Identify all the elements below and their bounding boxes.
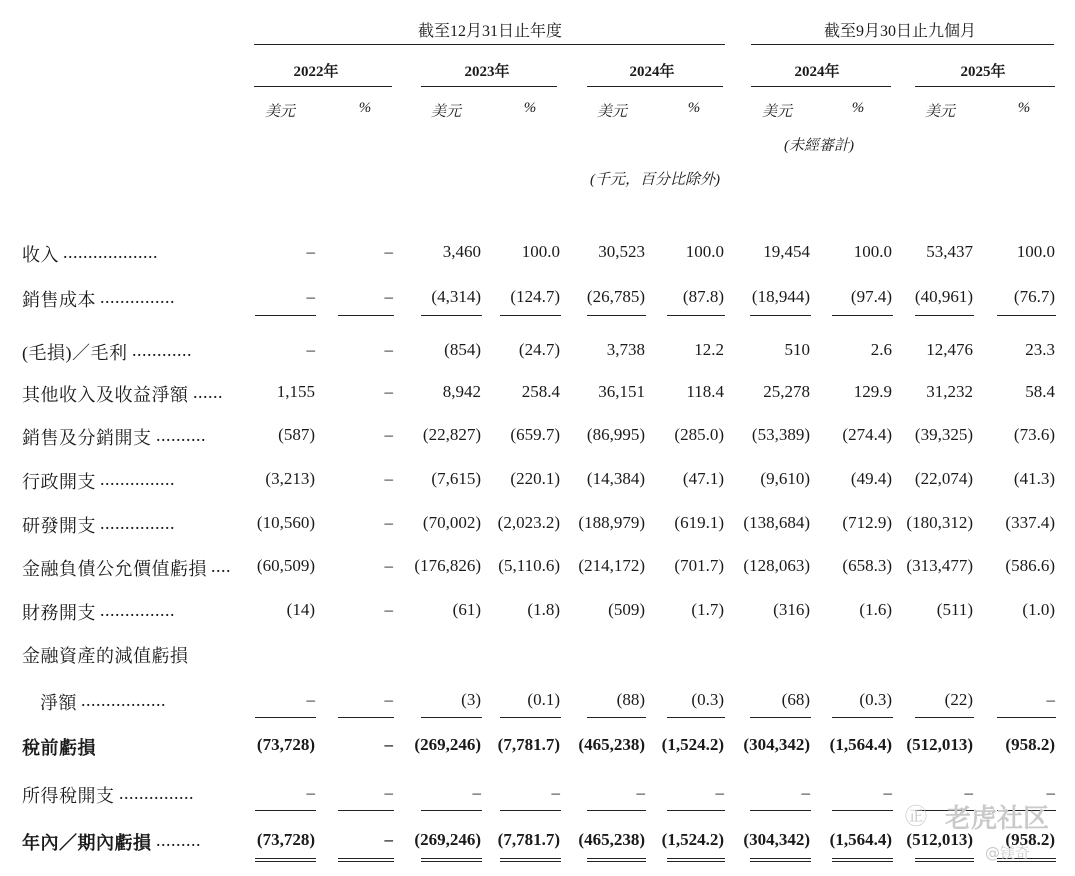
value-cell: (18,944) <box>751 287 810 306</box>
value-cell: (285.0) <box>674 425 724 444</box>
value-cell: (73,728) <box>256 830 315 849</box>
value-cell: 3,460 <box>442 242 481 261</box>
value-cell: – <box>551 783 560 802</box>
value-cell: – <box>715 783 724 802</box>
double-rule <box>750 858 811 862</box>
value-cell: (22) <box>944 690 973 709</box>
year-header: 2024年 <box>794 64 840 80</box>
value-cell: (512,013) <box>906 735 973 754</box>
year-underline <box>915 86 1055 87</box>
unit-usd: 美元 <box>264 104 295 120</box>
subtotal-rule <box>915 315 974 316</box>
value-cell: (73,728) <box>256 735 315 754</box>
row-leader: .......... <box>156 425 206 445</box>
value-cell: (512,013) <box>906 830 973 849</box>
subtotal-rule <box>255 717 316 718</box>
value-cell: – <box>384 242 393 261</box>
value-cell: (316) <box>773 600 810 619</box>
value-cell: – <box>801 783 810 802</box>
subtotal-rule <box>338 717 394 718</box>
value-cell: – <box>384 556 393 575</box>
row-label: 財務開支 <box>22 603 96 623</box>
value-cell: (269,246) <box>414 830 481 849</box>
subtotal-rule <box>587 315 646 316</box>
value-cell: (86,995) <box>586 425 645 444</box>
row-label: 金融資產的減值虧損 <box>22 646 189 666</box>
value-cell: (14,384) <box>586 469 645 488</box>
unit-pct: % <box>1017 100 1031 116</box>
value-cell: (1.7) <box>691 600 724 619</box>
subtotal-rule <box>500 717 561 718</box>
unit-pct: % <box>358 100 372 116</box>
value-cell: (2,023.2) <box>497 513 560 532</box>
row-label: 稅前虧損 <box>22 738 96 758</box>
value-cell: (712.9) <box>842 513 892 532</box>
value-cell: (7,615) <box>431 469 481 488</box>
value-cell: (60,509) <box>256 556 315 575</box>
value-cell: (39,325) <box>914 425 973 444</box>
value-cell: (22,827) <box>422 425 481 444</box>
double-rule <box>587 858 646 862</box>
value-cell: (269,246) <box>414 735 481 754</box>
value-cell: (3,213) <box>265 469 315 488</box>
value-cell: (587) <box>278 425 315 444</box>
value-cell: (7,781.7) <box>497 735 560 754</box>
value-cell: (97.4) <box>850 287 892 306</box>
year-underline <box>587 86 723 87</box>
double-rule <box>667 858 725 862</box>
double-rule <box>500 858 561 862</box>
value-cell: (659.7) <box>510 425 560 444</box>
value-cell: (1,564.4) <box>829 735 892 754</box>
year-underline <box>254 86 392 87</box>
unit-pct: % <box>523 100 537 116</box>
value-cell: – <box>472 783 481 802</box>
value-cell: (40,961) <box>914 287 973 306</box>
double-rule <box>915 858 974 862</box>
row-label: 年內／期內虧損 <box>22 833 152 853</box>
value-cell: 3,738 <box>606 340 645 359</box>
subtotal-rule <box>500 315 561 316</box>
subtotal-rule <box>750 810 811 811</box>
subtotal-rule <box>832 717 893 718</box>
value-cell: (1,524.2) <box>661 735 724 754</box>
value-cell: (958.2) <box>1005 830 1055 849</box>
row-label: 金融負債公允價值虧損 <box>22 559 207 579</box>
subtotal-rule <box>587 717 646 718</box>
unit-pct: % <box>851 100 865 116</box>
value-cell: – <box>306 783 315 802</box>
value-cell: – <box>1046 690 1055 709</box>
value-cell: – <box>306 242 315 261</box>
value-cell: (304,342) <box>743 830 810 849</box>
value-cell: 25,278 <box>763 382 810 401</box>
value-cell: 53,437 <box>926 242 973 261</box>
value-cell: 58.4 <box>1025 382 1055 401</box>
value-cell: 100.0 <box>853 242 892 261</box>
value-cell: – <box>384 690 393 709</box>
value-cell: (1,524.2) <box>661 830 724 849</box>
row-leader: ............... <box>100 469 175 489</box>
value-cell: – <box>306 340 315 359</box>
value-cell: (61) <box>452 600 481 619</box>
unit-usd: 美元 <box>761 104 792 120</box>
value-cell: – <box>306 690 315 709</box>
subtotal-rule <box>255 315 316 316</box>
unit-usd: 美元 <box>924 104 955 120</box>
value-cell: (3) <box>461 690 481 709</box>
subtotal-rule <box>421 810 482 811</box>
value-cell: (214,172) <box>578 556 645 575</box>
thousands-note: (千元，百分比除外) <box>590 172 720 188</box>
unit-pct: % <box>687 100 701 116</box>
watermark-handle: @镁奇 <box>985 844 1031 862</box>
value-cell: (41.3) <box>1013 469 1055 488</box>
row-label: 所得稅開支 <box>22 786 115 806</box>
value-cell: (0.3) <box>859 690 892 709</box>
row-leader: .... <box>211 556 231 576</box>
value-cell: (53,389) <box>751 425 810 444</box>
value-cell: (47.1) <box>682 469 724 488</box>
value-cell: (509) <box>608 600 645 619</box>
subtotal-rule <box>915 717 974 718</box>
subtotal-rule <box>750 717 811 718</box>
value-cell: 100.0 <box>521 242 560 261</box>
value-cell: 31,232 <box>926 382 973 401</box>
value-cell: (7,781.7) <box>497 830 560 849</box>
value-cell: (138,684) <box>743 513 810 532</box>
value-cell: (1.6) <box>859 600 892 619</box>
value-cell: – <box>964 783 973 802</box>
row-leader: ............ <box>132 340 192 360</box>
row-leader: ......... <box>156 830 201 850</box>
value-cell: 258.4 <box>521 382 560 401</box>
value-cell: (180,312) <box>906 513 973 532</box>
value-cell: – <box>384 340 393 359</box>
year-underline <box>421 86 557 87</box>
value-cell: 510 <box>784 340 810 359</box>
value-cell: – <box>384 287 393 306</box>
subtotal-rule <box>832 810 893 811</box>
value-cell: (5,110.6) <box>498 556 560 575</box>
value-cell: 12.2 <box>694 340 724 359</box>
group-underline <box>254 44 725 45</box>
row-leader: ............... <box>119 783 194 803</box>
unit-usd: 美元 <box>596 104 627 120</box>
value-cell: – <box>384 735 393 754</box>
subtotal-rule <box>832 315 893 316</box>
value-cell: – <box>384 600 393 619</box>
value-cell: (337.4) <box>1005 513 1055 532</box>
value-cell: – <box>384 382 393 401</box>
value-cell: (26,785) <box>586 287 645 306</box>
row-label: 銷售成本 <box>22 290 96 310</box>
subtotal-rule <box>338 810 394 811</box>
double-rule <box>338 858 394 862</box>
value-cell: 118.4 <box>686 382 724 401</box>
value-cell: 12,476 <box>926 340 973 359</box>
value-cell: – <box>636 783 645 802</box>
watermark-logo-icon: ㊣ <box>905 805 928 830</box>
row-leader: ................... <box>63 242 158 262</box>
group-underline <box>751 44 1054 45</box>
subtotal-rule <box>750 315 811 316</box>
row-leader: ................. <box>81 690 166 710</box>
value-cell: (304,342) <box>743 735 810 754</box>
value-cell: (465,238) <box>578 830 645 849</box>
value-cell: (586.6) <box>1005 556 1055 575</box>
value-cell: (4,314) <box>431 287 481 306</box>
year-header: 2025年 <box>960 64 1006 80</box>
value-cell: (76.7) <box>1013 287 1055 306</box>
subtotal-rule <box>421 717 482 718</box>
value-cell: (0.1) <box>527 690 560 709</box>
subtotal-rule <box>500 810 561 811</box>
value-cell: (511) <box>936 600 973 619</box>
value-cell: (24.7) <box>518 340 560 359</box>
value-cell: 100.0 <box>685 242 724 261</box>
year-header: 2023年 <box>464 64 510 80</box>
subtotal-rule <box>997 315 1056 316</box>
value-cell: (220.1) <box>510 469 560 488</box>
value-cell: (22,074) <box>914 469 973 488</box>
value-cell: (68) <box>781 690 810 709</box>
row-leader: ............... <box>100 513 175 533</box>
row-label: 淨額 <box>40 693 77 713</box>
value-cell: (619.1) <box>674 513 724 532</box>
value-cell: (1.0) <box>1022 600 1055 619</box>
value-cell: 1,155 <box>276 382 315 401</box>
subtotal-rule <box>667 810 725 811</box>
double-rule <box>255 858 316 862</box>
value-cell: 8,942 <box>442 382 481 401</box>
value-cell: (9,610) <box>760 469 810 488</box>
row-label: 行政開支 <box>22 472 96 492</box>
value-cell: – <box>1046 783 1055 802</box>
year-header: 2024年 <box>629 64 675 80</box>
unaudited-note: (未經審計) <box>784 138 854 154</box>
row-label: 收入 <box>22 245 59 265</box>
value-cell: – <box>384 425 393 444</box>
value-cell: (87.8) <box>682 287 724 306</box>
value-cell: (958.2) <box>1005 735 1055 754</box>
value-cell: (854) <box>444 340 481 359</box>
value-cell: (465,238) <box>578 735 645 754</box>
year-underline <box>751 86 891 87</box>
double-rule <box>832 858 893 862</box>
year-header: 2022年 <box>293 64 339 80</box>
row-label: 研發開支 <box>22 516 96 536</box>
value-cell: (313,477) <box>906 556 973 575</box>
subtotal-rule <box>667 315 725 316</box>
value-cell: 30,523 <box>598 242 645 261</box>
subtotal-rule <box>587 810 646 811</box>
value-cell: – <box>306 287 315 306</box>
group-header-year-ended: 截至12月31日止年度 <box>417 23 562 40</box>
row-label: 其他收入及收益淨額 <box>22 385 189 405</box>
value-cell: (10,560) <box>256 513 315 532</box>
row-label: 銷售及分銷開支 <box>22 428 152 448</box>
subtotal-rule <box>421 315 482 316</box>
value-cell: (1.8) <box>527 600 560 619</box>
value-cell: (70,002) <box>422 513 481 532</box>
subtotal-rule <box>338 315 394 316</box>
value-cell: (88) <box>616 690 645 709</box>
unit-usd: 美元 <box>430 104 461 120</box>
subtotal-rule <box>667 717 725 718</box>
value-cell: (176,826) <box>414 556 481 575</box>
value-cell: (188,979) <box>578 513 645 532</box>
row-label: (毛損)／毛利 <box>22 343 128 363</box>
value-cell: – <box>883 783 892 802</box>
value-cell: (73.6) <box>1013 425 1055 444</box>
row-leader: ............... <box>100 600 175 620</box>
row-leader: ...... <box>193 382 223 402</box>
value-cell: 23.3 <box>1025 340 1055 359</box>
value-cell: (1,564.4) <box>829 830 892 849</box>
subtotal-rule <box>255 810 316 811</box>
value-cell: 129.9 <box>853 382 892 401</box>
group-header-nine-months: 截至9月30日止九個月 <box>823 23 976 40</box>
value-cell: 19,454 <box>763 242 810 261</box>
value-cell: (701.7) <box>674 556 724 575</box>
value-cell: – <box>384 513 393 532</box>
value-cell: (0.3) <box>691 690 724 709</box>
value-cell: (274.4) <box>842 425 892 444</box>
value-cell: – <box>384 469 393 488</box>
value-cell: (14) <box>286 600 315 619</box>
value-cell: (49.4) <box>850 469 892 488</box>
value-cell: – <box>384 830 393 849</box>
row-leader: ............... <box>100 287 175 307</box>
value-cell: 100.0 <box>1016 242 1055 261</box>
value-cell: 36,151 <box>598 382 645 401</box>
double-rule <box>421 858 482 862</box>
watermark-brand: 老虎社区 <box>945 804 1050 834</box>
value-cell: 2.6 <box>870 340 892 359</box>
subtotal-rule <box>997 717 1056 718</box>
value-cell: (658.3) <box>842 556 892 575</box>
value-cell: (128,063) <box>743 556 810 575</box>
value-cell: – <box>384 783 393 802</box>
value-cell: (124.7) <box>510 287 560 306</box>
